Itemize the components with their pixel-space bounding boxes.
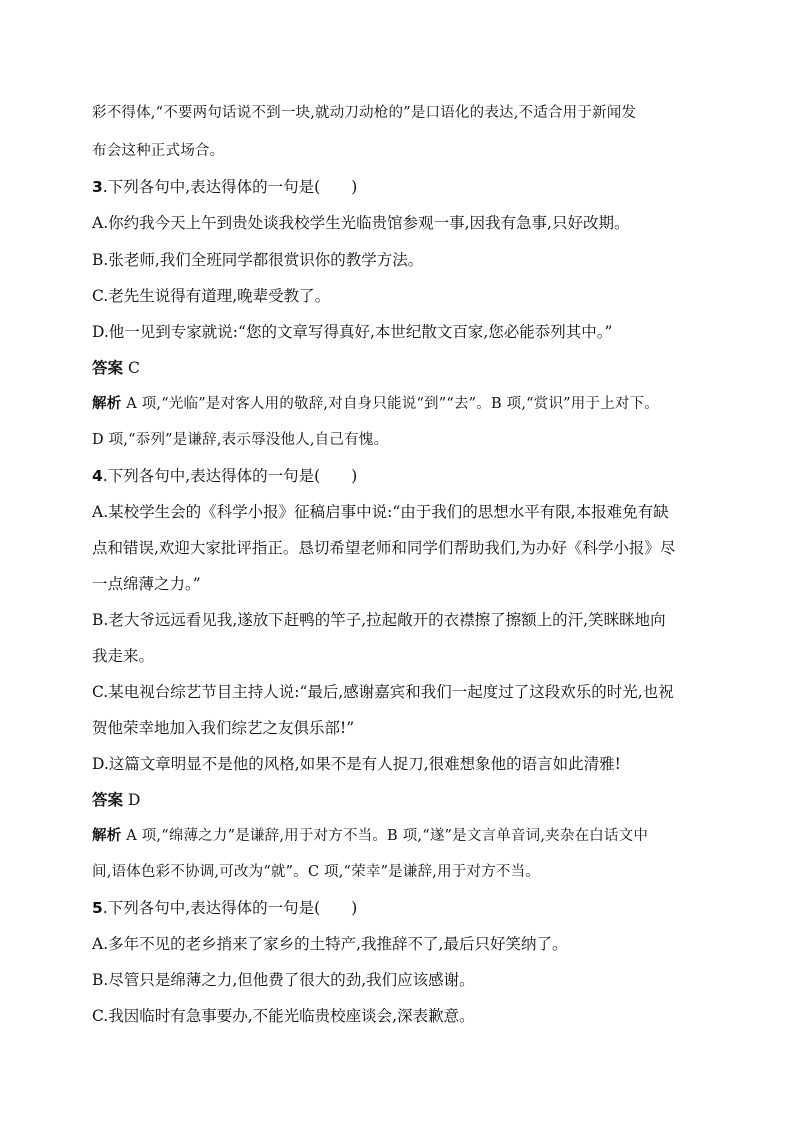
answer [92, 790, 140, 810]
analysis-line: D 项,“忝列”是谦辞,表示辱没他人,自己有愧。 [92, 432, 389, 448]
analysis-label: 解析 [92, 395, 122, 412]
answer-value: D [127, 791, 141, 809]
option-c: C.某电视台综艺节目主持人说:“最后,感谢嘉宾和我们一起度过了这段欢乐的时光,也祝 [92, 683, 674, 701]
option-c-cont: 贺他荣幸地加入我们综艺之友俱乐部!” [92, 719, 355, 737]
answer-label: 答案 [92, 790, 124, 809]
question-text: .下列各句中,表达得体的一句是( ) [102, 467, 358, 485]
option-b: B.老大爷远远看见我,遂放下赶鸭的竿子,拉起敞开的衣襟擦了擦额上的汗,笑眯眯地向 [92, 611, 666, 629]
option-a: A.你约我今天上午到贵处谈我校学生光临贵馆参观一事,因我有急事,只好改期。 [92, 214, 630, 232]
answer-value: C [127, 359, 140, 377]
option-a-cont: 点和错误,欢迎大家批评指正。恳切希望老师和同学们帮助我们,为办好《科学小报》尽 [92, 539, 676, 557]
question-stem [92, 898, 357, 918]
answer-label: 答案 [92, 358, 124, 377]
analysis-text: A 项,“光临”是对客人用的敬辞,对自身只能说“到”“去”。B 项,“赏识”用于上对下。 [126, 396, 659, 412]
question-stem [92, 177, 357, 197]
option-b: B.张老师,我们全班同学都很赏识你的教学方法。 [92, 251, 424, 269]
option-d: D.这篇文章明显不是他的风格,如果不是有人捉刀,很难想象他的语言如此清雅! [92, 755, 621, 773]
option-d: D.他一见到专家就说:“您的文章写得真好,本世纪散文百家,您必能忝列其中。” [92, 323, 613, 341]
option-a-cont: 一点绵薄之力。” [92, 575, 201, 593]
analysis-text: A 项,“绵薄之力”是谦辞,用于对方不当。B 项,“遂”是文言单音词,夹杂在白话文中 [126, 828, 649, 844]
analysis-line [92, 394, 659, 414]
question-number: 4 [92, 467, 103, 485]
option-a: A.某校学生会的《科学小报》征稿启事中说:“由于我们的思想水平有限,本报难免有缺 [92, 503, 669, 521]
explanation-line: 彩不得体,“不要两句话说不到一块,就动刀动枪的”是口语化的表达,不适合用于新闻发 [92, 105, 637, 121]
question-text: .下列各句中,表达得体的一句是( ) [102, 178, 358, 196]
option-a: A.多年不见的老乡捎来了家乡的土特产,我推辞不了,最后只好笑纳了。 [92, 935, 568, 953]
answer [92, 358, 140, 378]
option-b-cont: 我走来。 [92, 647, 155, 665]
question-number: 3 [92, 178, 103, 196]
question-text: .下列各句中,表达得体的一句是( ) [102, 899, 358, 917]
option-b: B.尽管只是绵薄之力,但他费了很大的劲,我们应该感谢。 [92, 971, 475, 989]
question-number: 5 [92, 899, 103, 917]
explanation-line: 布会这种正式场合。 [92, 143, 225, 159]
analysis-line: 间,语体色彩不协调,可改为“就”。C 项,“荣幸”是谦辞,用于对方不当。 [92, 864, 540, 880]
option-c: C.我因临时有急事要办,不能光临贵校座谈会,深表歉意。 [92, 1007, 475, 1025]
option-c: C.老先生说得有道理,晚辈受教了。 [92, 287, 331, 305]
analysis-label: 解析 [92, 827, 122, 844]
analysis-line [92, 826, 648, 846]
question-stem [92, 466, 357, 486]
